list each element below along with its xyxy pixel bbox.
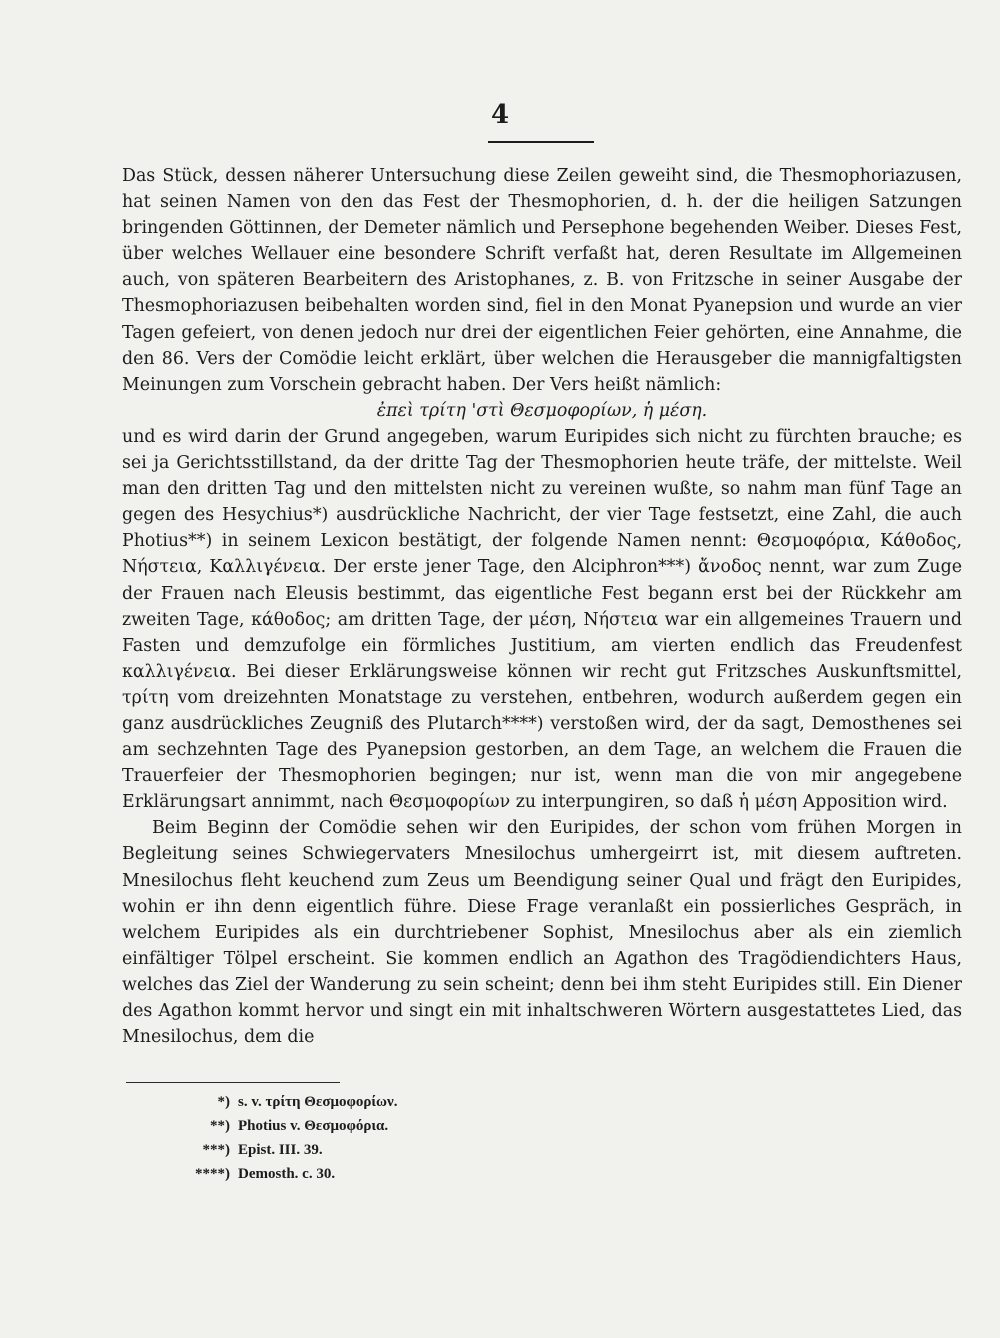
- page-number: 4: [490, 100, 510, 130]
- footnote-text: Epist. III. 39.: [238, 1142, 323, 1158]
- footnotes: [160, 1090, 397, 1186]
- footnote-rule: [126, 1082, 340, 1083]
- header-rule: [488, 141, 594, 143]
- footnote-mark: **): [210, 1118, 230, 1134]
- footnote-mark: ***): [202, 1142, 230, 1158]
- footnote-1: [160, 1090, 397, 1114]
- footnote-text: Photius v. Θεσμοφόρια.: [238, 1118, 389, 1134]
- paragraph-1: Das Stück, dessen näherer Untersuchung diese Zeilen geweiht sind, die Thesmophoriazusen, hat seinen Namen von den das Fest der Thesmophorien, d. h. der die heiligen Satzungen bringenden Göttinnen, der Demeter nämlich und Persephone begehenden Weiber. Dieses Fest, über welches Wellauer eine besondere Schrift verfaßt hat, deren Resultate im Allgemeinen auch, von späteren Bearbeitern des Aristophanes, z. B. von Fritzsche in seiner Ausgabe der Thesmophoriazusen beibehalten worden sind, fiel in den Monat Pyanepsion und wurde an vier Tagen gefeiert, von denen jedoch nur drei der eigentlichen Feier gehörten, eine Annahme, die den 86. Vers der Comödie leicht erklärt, über welchen die Herausgeber die mannigfaltigsten Meinungen zum Vorschein gebracht haben. Der Vers heißt nämlich:: [122, 166, 962, 395]
- footnote-2: [160, 1114, 397, 1138]
- paragraph-3: Beim Beginn der Comödie sehen wir den Euripides, der schon vom frühen Morgen in Begleitung seines Schwiegervaters Mnesilochus umhergeirrt ist, mit diesem auftreten. Mnesilochus fleht keuchend zum Zeus um Beendigung seiner Qual und frägt den Euripides, wohin er ihn denn eigentlich führe. Diese Frage veranlaßt ein possierliches Gespräch, in welchem Euripides als ein durchtriebener Sophist, Mnesilochus aber als ein ziemlich einfältiger Tölpel erscheint. Sie kommen endlich an Agathon des Tragödiendichters Haus, welches das Ziel der Wanderung zu sein scheint; denn bei ihm steht Euripides still. Ein Diener des Agathon kommt hervor und singt ein mit inhaltschweren Wörtern ausgestattetes Lied, das Mnesilochus, dem die: [122, 818, 962, 1048]
- footnote-text: s. v. τρίτη Θεσμοφορίων.: [238, 1094, 398, 1110]
- body-text: [122, 163, 962, 1050]
- paragraph-2: und es wird darin der Grund angegeben, warum Euripides sich nicht zu fürchten brauche; es sei ja Gerichtsstillstand, da der dritte Tag der Thesmophorien heute träfe, der mittelste. Weil man den dritten Tag und den mittelsten nicht zu vereinen wußte, so nahm man fünf Tage an gegen des Hesychius*) ausdrückliche Nachricht, der vier Tage festsetzt, eine Zahl, die auch Photius**) in seinem Lexicon bestätigt, der folgende Namen nennt: Θεσμοφόρια, Κάθοδος, Νήστεια, Καλλιγένεια. Der erste jener Tage, den Alciphron***) ἄνοδος nennt, war zum Zuge der Frauen nach Eleusis bestimmt, das eigentliche Fest begann erst bei der Rückkehr am zweiten Tage, κάθοδος; am dritten Tage, der μέση, Νήστεια war ein allgemeines Trauern und Fasten und demzufolge ein förmliches Justitium, am vierten endlich das Freudenfest καλλιγένεια. Bei dieser Erklärungsweise können wir recht gut Fritzsches Auskunftsmittel, τρίτη vom dreizehnten Monatstage zu verstehen, entbehren, wodurch außerdem gegen ein ganz ausdrückliches Zeugniß des Plutarch****) verstoßen wird, der da sagt, Demosthenes sei am sechzehnten Tage des Pyanepsion gestorben, an dem Tage, an welchem die Frauen die Trauerfeier der Thesmophorien begingen; nur ist, wenn man die von mir angegebene Erklärungsart annimmt, nach Θεσμοφορίων zu interpungiren, so daß ἡ μέση Apposition wird.: [122, 426, 962, 813]
- footnote-mark: ****): [195, 1166, 230, 1182]
- footnote-4: [160, 1162, 397, 1186]
- greek-verse: ἐπεὶ τρίτη 'στὶ Θεσμοφορίων, ἡ μέση.: [376, 400, 708, 421]
- footnote-text: Demosth. c. 30.: [238, 1166, 336, 1182]
- footnote-mark: *): [217, 1094, 230, 1110]
- footnote-3: [160, 1138, 397, 1162]
